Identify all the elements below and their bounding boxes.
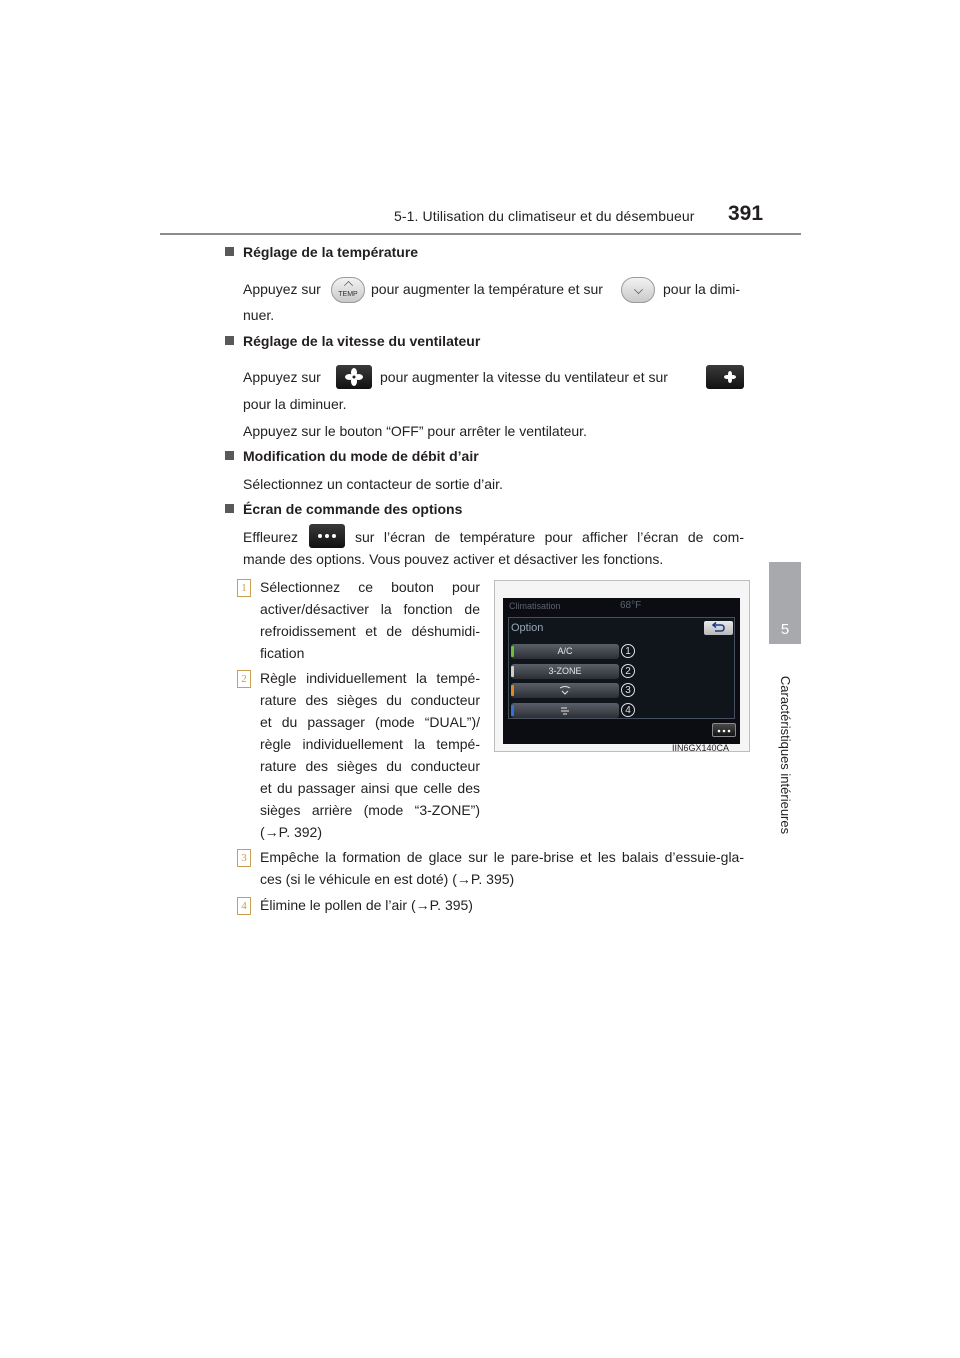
wiper-deicer-icon: [511, 683, 619, 698]
deicer-indicator: [511, 685, 514, 696]
item-number-1: 1: [237, 579, 251, 597]
more-options-button[interactable]: [712, 723, 736, 737]
temp-text-c: pour la dimi-: [663, 281, 741, 297]
fan-text-2: pour la diminuer.: [243, 396, 347, 412]
item-4-text: Élimine le pollen de l’air (→P. 395): [260, 897, 473, 913]
header-rule: [160, 233, 801, 235]
heading-airflow-mode: Modification du mode de débit d’air: [225, 448, 479, 464]
section-title: 5-1. Utilisation du climatiseur et du désembueur: [394, 208, 695, 224]
fan-down-button-icon: [706, 365, 744, 389]
option-wiper-deicer-button[interactable]: [511, 683, 619, 698]
chapter-number: 5: [780, 621, 790, 638]
item-1-text: Sélectionnez ce bouton pour activer/désactiver la fonction de refroidissement et de déshumidi- fication: [260, 579, 480, 661]
3zone-indicator: [511, 666, 514, 677]
ac-indicator: [511, 646, 514, 657]
option-ac-button[interactable]: A/C: [511, 644, 619, 659]
screen-temp-readout: 68°F: [620, 600, 642, 611]
callout-4: 4: [621, 703, 635, 717]
fan-text-b: pour augmenter la vitesse du ventilateur et sur: [380, 369, 668, 385]
more-dots-icon: [713, 725, 735, 737]
chapter-tab: [769, 562, 801, 644]
options-text-2: mande des options. Vous pouvez activer et désactiver les fonctions.: [243, 551, 664, 567]
item-number-4: 4: [237, 897, 251, 915]
chapter-label: Caractéristiques intérieures: [778, 675, 793, 835]
item-2-text: Règle individuellement la tempé- rature des sièges du conducteur et du passager (mode “DUAL”)/ règle individuellement la tempé- rature des sièges du conducteur et du passager ainsi que celle des sièges arrière (mode “3-ZONE”) (→P. 392): [260, 670, 480, 840]
callout-3: 3: [621, 683, 635, 697]
heading-options: Écran de commande des options: [225, 501, 462, 517]
item-number-3: 3: [237, 849, 251, 867]
fan-text-3: Appuyez sur le bouton “OFF” pour arrêter le ventilateur.: [243, 423, 587, 439]
temp-text-b: pour augmenter la température et sur: [371, 281, 603, 297]
heading-fan: Réglage de la vitesse du ventilateur: [225, 333, 480, 349]
page-number: 391: [728, 202, 764, 225]
fan-up-button-icon: [336, 365, 372, 389]
option-3zone-button[interactable]: 3-ZONE: [511, 664, 619, 679]
temp-down-button-icon: [621, 277, 655, 303]
option-pollen-button[interactable]: [511, 703, 619, 718]
temp-text-a: Appuyez sur: [243, 281, 321, 297]
item-number-2: 2: [237, 670, 251, 688]
fan-text-a: Appuyez sur: [243, 369, 321, 385]
item-3-text: Empêche la formation de glace sur le pare-brise et les balais d’essuie-gla- ces (si le véhicule en est doté) (→P. 395): [260, 849, 744, 887]
pollen-filter-icon: [511, 703, 619, 718]
options-text-a: Effleurez: [243, 529, 298, 545]
callout-2: 2: [621, 664, 635, 678]
image-code: IIN6GX140CA: [672, 743, 730, 753]
back-button[interactable]: [704, 621, 733, 635]
pollen-indicator: [511, 705, 514, 716]
mode-text: Sélectionnez un contacteur de sortie d’air.: [243, 476, 503, 492]
callout-1: 1: [621, 644, 635, 658]
heading-temperature: Réglage de la température: [225, 244, 418, 260]
options-text-b: sur l’écran de température pour afficher l’écran de com-: [355, 529, 744, 545]
option-panel-title: Option: [511, 622, 544, 634]
more-options-button-icon: [309, 524, 345, 548]
temp-text-2: nuer.: [243, 307, 275, 323]
temp-up-button-icon: TEMP: [331, 277, 365, 303]
screen-top-label: Climatisation: [509, 601, 561, 611]
